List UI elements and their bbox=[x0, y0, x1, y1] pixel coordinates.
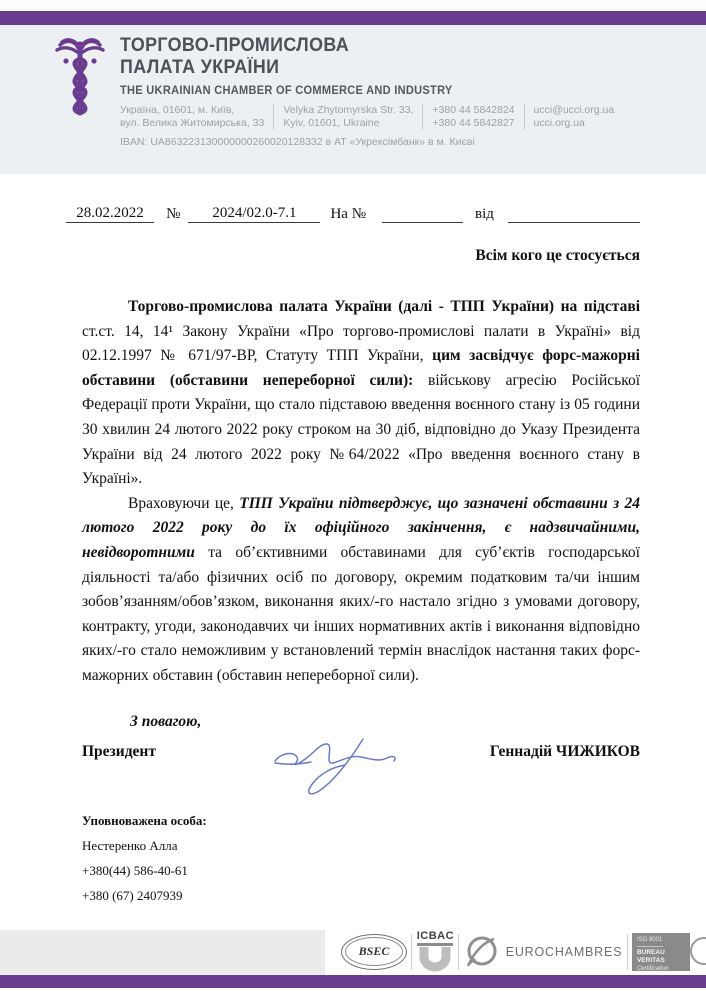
footer-gray-strip bbox=[0, 930, 325, 975]
contact-row bbox=[120, 104, 614, 130]
reply-date-label: від bbox=[475, 206, 494, 222]
divider bbox=[458, 934, 459, 970]
phone-2: +380 44 5842827 bbox=[432, 117, 515, 129]
authorized-person-phone2: +380 (67) 2407939 bbox=[82, 887, 183, 903]
letter-body bbox=[0, 204, 706, 904]
address-ua-line2: вул. Велика Житомирська, 33 bbox=[120, 117, 265, 129]
authorized-person-block bbox=[82, 813, 640, 904]
number-label: № bbox=[166, 206, 181, 222]
divider bbox=[524, 104, 525, 130]
bsec-logo bbox=[341, 934, 407, 970]
recipient-line: Всім кого це стосується bbox=[475, 247, 640, 264]
phone-1: +380 44 5842824 bbox=[432, 104, 515, 116]
eurochambres-logo bbox=[464, 934, 623, 970]
eurochambres-label: EUROCHAMBRES bbox=[505, 944, 623, 959]
divider bbox=[627, 934, 628, 970]
reply-number-label: На № bbox=[330, 206, 367, 222]
phones bbox=[432, 104, 514, 130]
icbac-label: ICBAC bbox=[416, 930, 455, 942]
chamber-logo bbox=[54, 37, 106, 174]
letterhead bbox=[0, 25, 706, 174]
paragraph-1 bbox=[82, 295, 640, 492]
reply-date-blank bbox=[508, 222, 640, 223]
paragraph-1-bold-intro: Торгово-промислова палата України (далі - ТПП України) на підставі bbox=[128, 298, 640, 315]
handwritten-signature bbox=[267, 731, 417, 803]
paragraph-2-emphasis: ТПП України підтверджує, що зазначені обставини з 24 лютого 2022 року до їх офіційного закінчення, є надзвичайними, невідворотними bbox=[82, 494, 640, 561]
divider bbox=[422, 104, 423, 130]
authorized-person-name: Нестеренко Алла bbox=[82, 837, 178, 853]
caduceus-icon bbox=[54, 37, 106, 119]
reference-line bbox=[66, 204, 640, 223]
signer-title: Президент bbox=[82, 742, 156, 760]
letter-number: 2024/02.0-7.1 bbox=[188, 204, 320, 223]
closing-salutation: З повагою, bbox=[130, 712, 202, 730]
reply-number-blank bbox=[382, 222, 463, 223]
web-contacts bbox=[534, 104, 615, 130]
icbac-u-icon bbox=[417, 946, 453, 972]
address-ua-line1: Україна, 01601, м. Київ, bbox=[120, 104, 235, 116]
divider bbox=[637, 946, 663, 947]
signer-name: Геннадій ЧИЖИКОВ bbox=[489, 742, 640, 760]
email: ucci@ucci.org.ua bbox=[533, 104, 615, 116]
icbac-logo bbox=[417, 931, 454, 972]
website: ucci.org.ua bbox=[533, 117, 585, 129]
bv-cert-label: Certification bbox=[636, 965, 669, 972]
paragraph-1-text-2: військову агресію Російської Федерації проти України, що стало підставою введення воєнного стану із 05 години 30 хвилин 24 лютого 2022 року строком на 30 діб, відповідно до Указу Президента України від 24 лютого 2022 року №64/2022 «Про введення воєнного стану в Україні». bbox=[82, 371, 640, 488]
address-english bbox=[283, 104, 413, 130]
org-name-line1: ТОРГОВО-ПРОМИСЛОВА bbox=[120, 35, 350, 56]
paragraph-2-text: Враховуючи це, bbox=[128, 494, 240, 512]
bv-name-label: BUREAU VERITAS bbox=[636, 948, 665, 964]
paragraph-2 bbox=[82, 492, 640, 689]
bottom-accent-bar bbox=[0, 975, 706, 988]
address-en-line2: Kyiv, 01601, Ukraine bbox=[283, 117, 380, 129]
bv-seal-icon bbox=[690, 937, 706, 965]
bureau-veritas-logo bbox=[632, 932, 706, 972]
divider bbox=[273, 104, 274, 130]
paragraph-2-text-2: та об’єктивними обставинами для суб’єктів господарської діяльності та/або фізичних осіб по договору, окремим податковим та/чи іншим зобов’язанням/обов’язком, виконання яких/-го настало згідно з умовами договору, контракту, угоди, законодавчих чи інших нормативних актів і виконання відповідно яких/-го стало неможливим у встановлений термін внаслідок настання таких форс-мажорних обставин (обставин непереборної сили). bbox=[82, 543, 640, 684]
bv-iso-label: ISO 9001 bbox=[636, 936, 663, 943]
signature-row bbox=[82, 743, 640, 761]
paragraph-1-text: ст.ст. 14, 14¹ Закону України «Про торгово-промислові палати в Україні» від 02.12.1997 № 671/97-ВР, Статуту ТПП України, bbox=[82, 322, 640, 365]
paragraph-1-bold-certify: цим засвідчує форс-мажорні обставини (обставини непереборної сили): bbox=[82, 347, 640, 389]
address-en-line1: Velyka Zhytomyrska Str. 33, bbox=[283, 104, 414, 116]
bureau-veritas-box bbox=[632, 933, 690, 971]
authorized-person-phone1: +380(44) 586-40-61 bbox=[82, 862, 188, 878]
org-name-line2: ПАЛАТА УКРАЇНИ bbox=[120, 57, 280, 78]
footer-logos bbox=[0, 928, 706, 975]
bsec-label: BSEC bbox=[345, 937, 403, 966]
top-accent-bar bbox=[0, 11, 706, 25]
address-ukrainian bbox=[120, 104, 264, 130]
authorized-person-label: Уповноважена особа: bbox=[82, 812, 207, 828]
iban-line: IBAN: UA863223130000000260020128332 в АТ «Укрексімбанк» в м. Києві bbox=[120, 136, 475, 148]
org-name-english: THE UKRAINIAN CHAMBER OF COMMERCE AND INDUSTRY bbox=[120, 85, 453, 97]
divider bbox=[411, 934, 412, 970]
letter-date: 28.02.2022 bbox=[66, 204, 154, 223]
eurochambres-globe-icon bbox=[464, 934, 500, 970]
